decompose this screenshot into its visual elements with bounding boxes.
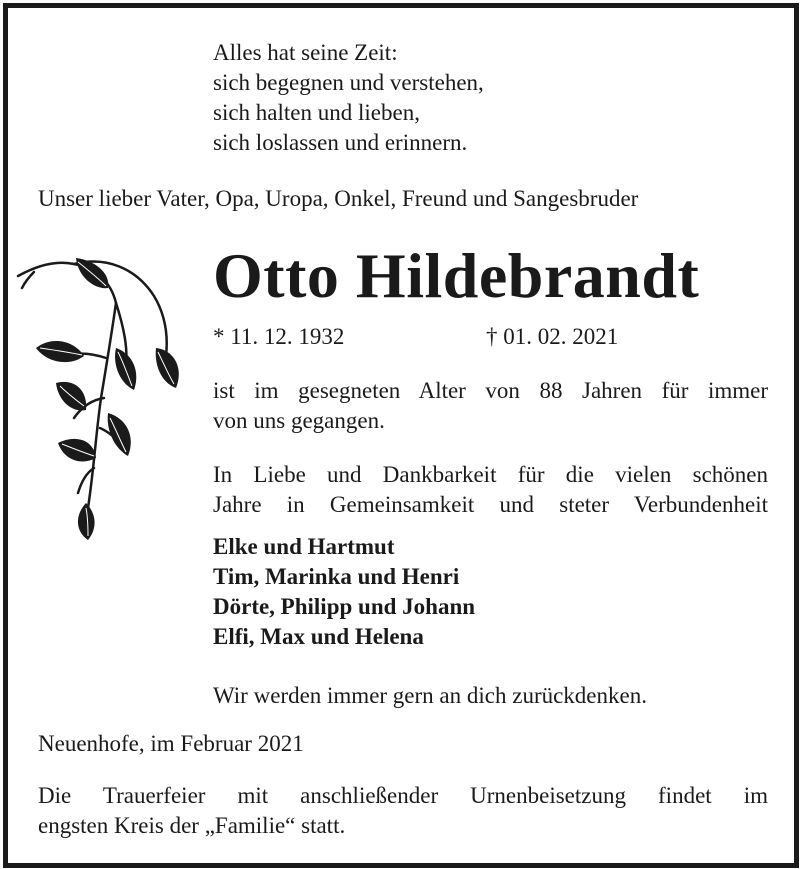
passing-line: ist im gesegneten Alter von 88 Jahren für immer <box>213 378 768 403</box>
poem <box>213 38 484 158</box>
gratitude-line: In Liebe und Dankbarkeit für die vielen schönen <box>213 462 768 487</box>
mourner: Dörte, Philipp und Johann <box>213 594 476 619</box>
place-date: Neuenhofe, im Februar 2021 <box>38 731 304 756</box>
passing-line: von uns gegangen. <box>213 408 385 433</box>
funeral-line: Die Trauerfeier mit anschließender Urnenbeisetzung findet im <box>38 783 768 808</box>
gratitude-line: Jahre in Gemeinsamkeit und steter Verbundenheit <box>213 492 768 517</box>
birch-branch-icon <box>16 248 206 548</box>
mourner: Tim, Marinka und Henri <box>213 564 460 589</box>
mourner: Elfi, Max und Helena <box>213 624 424 649</box>
deceased-name: Otto Hildebrandt <box>213 240 700 311</box>
death-date: † 01. 02. 2021 <box>486 324 619 349</box>
intro-line: Unser lieber Vater, Opa, Uropa, Onkel, Freund und Sangesbruder <box>38 186 639 211</box>
gratitude-text <box>213 460 768 520</box>
funeral-notice <box>38 781 768 841</box>
poem-line: sich loslassen und erinnern. <box>213 130 468 155</box>
funeral-line: engsten Kreis der „Familie“ statt. <box>38 813 346 838</box>
birth-date: * 11. 12. 1932 <box>213 324 345 349</box>
poem-line: sich halten und lieben, <box>213 100 420 125</box>
poem-line: sich begegnen und verstehen, <box>213 70 484 95</box>
poem-line: Alles hat seine Zeit: <box>213 40 398 65</box>
passing-text <box>213 376 768 436</box>
mourners-list <box>213 532 475 652</box>
closing-line: Wir werden immer gern an dich zurückdenken. <box>213 683 647 708</box>
obituary-frame <box>3 3 799 868</box>
mourner: Elke und Hartmut <box>213 534 395 559</box>
